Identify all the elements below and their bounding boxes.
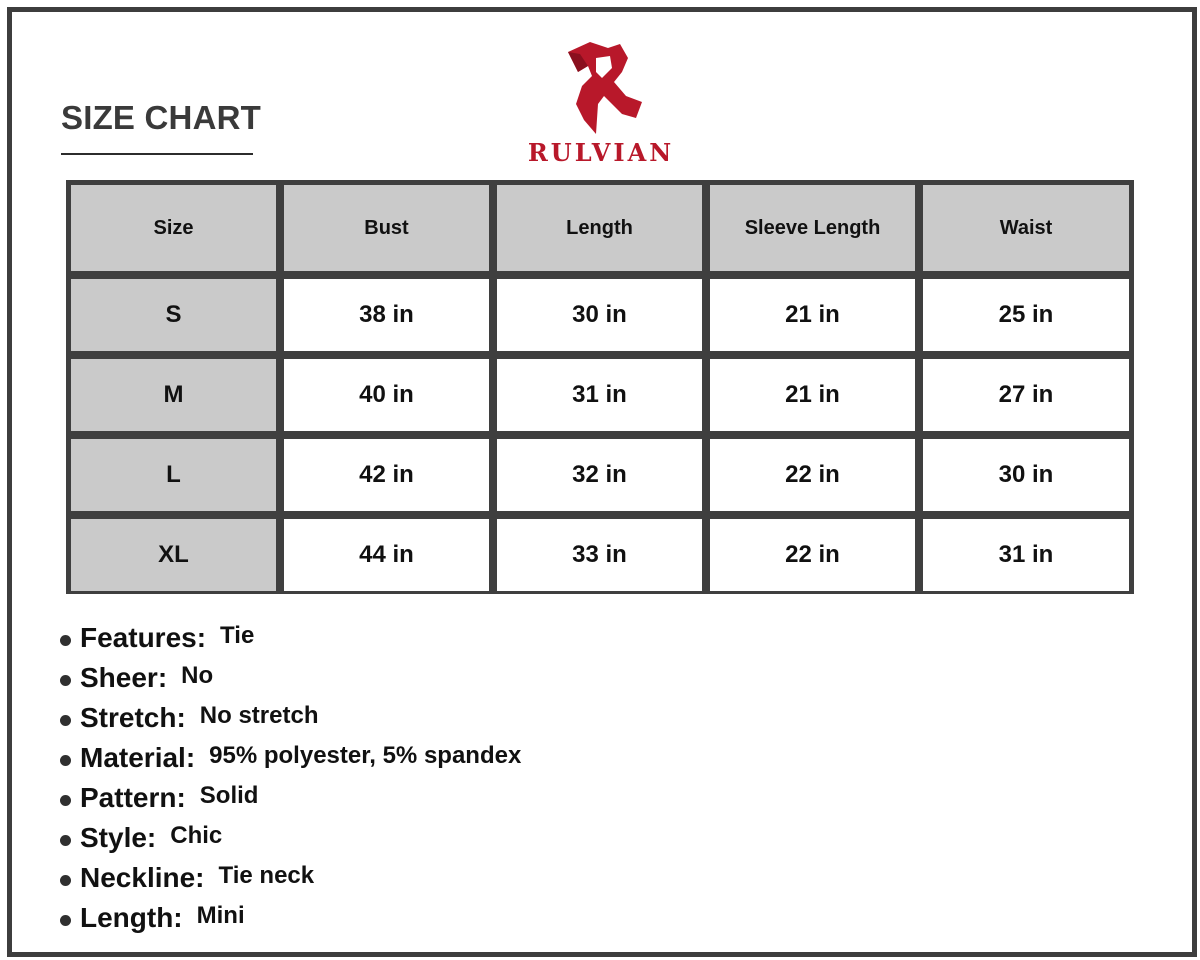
row-s-length: 30 in [497, 279, 702, 351]
spec-value: No [181, 662, 214, 689]
row-m-size: M [71, 359, 276, 431]
bullet-icon [60, 635, 71, 646]
product-specs-list [58, 622, 521, 942]
spec-value: Mini [196, 902, 245, 929]
spec-label: Sheer: [80, 662, 168, 693]
bullet-icon [60, 915, 71, 926]
row-s-sleeve-length: 21 in [710, 279, 915, 351]
row-xl-sleeve-length: 22 in [710, 519, 915, 591]
row-m-bust: 40 in [284, 359, 489, 431]
bullet-icon [60, 675, 71, 686]
row-l-waist: 30 in [923, 439, 1129, 511]
spec-label: Pattern: [80, 782, 186, 813]
spec-value: No stretch [199, 702, 319, 729]
spec-value: Tie neck [218, 862, 315, 889]
spec-value: Chic [170, 822, 223, 849]
spec-neckline [58, 862, 521, 902]
bullet-icon [60, 875, 71, 886]
spec-label: Length: [80, 902, 183, 933]
row-xl-length: 33 in [497, 519, 702, 591]
header-bust: Bust [284, 185, 489, 271]
spec-label: Neckline: [80, 862, 205, 893]
row-l-sleeve-length: 22 in [710, 439, 915, 511]
row-l-size: L [71, 439, 276, 511]
spec-stretch [58, 702, 521, 742]
title-underline [61, 153, 253, 155]
spec-sheer [58, 662, 521, 702]
row-xl-bust: 44 in [284, 519, 489, 591]
spec-value: Tie [220, 622, 255, 649]
row-m-waist: 27 in [923, 359, 1129, 431]
bullet-icon [60, 795, 71, 806]
row-l-bust: 42 in [284, 439, 489, 511]
spec-pattern [58, 782, 521, 822]
row-m-sleeve-length: 21 in [710, 359, 915, 431]
brand-name: RULVIAN [527, 138, 675, 167]
brand-logo [520, 42, 682, 166]
bullet-icon [60, 755, 71, 766]
spec-label: Features: [80, 622, 207, 653]
row-l-length: 32 in [497, 439, 702, 511]
row-s-bust: 38 in [284, 279, 489, 351]
page-title: SIZE CHART [61, 99, 261, 136]
spec-material [58, 742, 521, 782]
header-sleeve-length: Sleeve Length [710, 185, 915, 271]
spec-style [58, 822, 521, 862]
header-size: Size [71, 185, 276, 271]
row-s-waist: 25 in [923, 279, 1129, 351]
row-s-size: S [71, 279, 276, 351]
brand-r-icon [562, 42, 642, 134]
header-length: Length [497, 185, 702, 271]
bullet-icon [60, 835, 71, 846]
bullet-icon [60, 715, 71, 726]
spec-length [58, 902, 521, 942]
spec-value: Solid [199, 782, 259, 809]
spec-label: Stretch: [80, 702, 186, 733]
row-m-length: 31 in [497, 359, 702, 431]
row-xl-waist: 31 in [923, 519, 1129, 591]
spec-features [58, 622, 521, 662]
spec-label: Material: [80, 742, 196, 773]
spec-label: Style: [80, 822, 157, 853]
size-table [66, 180, 1134, 594]
row-xl-size: XL [71, 519, 276, 591]
spec-value: 95% polyester, 5% spandex [209, 742, 522, 769]
header-waist: Waist [923, 185, 1129, 271]
